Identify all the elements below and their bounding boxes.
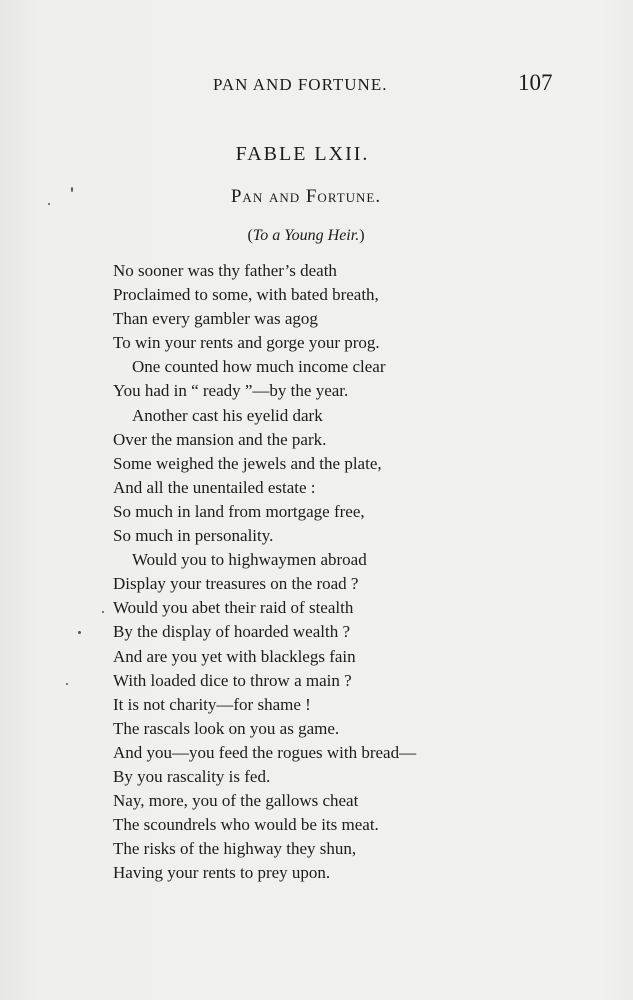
poem-line: Display your treasures on the road ? — [113, 574, 359, 594]
poem-line: So much in personality. — [113, 526, 274, 546]
fable-title: Pan and Fortune. — [230, 186, 382, 207]
poem-line: One counted how much income clear — [132, 357, 386, 377]
dedication-close-paren: ) — [359, 227, 365, 244]
poem-line: Another cast his eyelid dark — [132, 405, 323, 425]
poem-line: Some weighed the jewels and the plate, — [113, 453, 382, 473]
poem-line: By the display of hoarded wealth ? — [113, 622, 350, 642]
poem-line: And you—you feed the rogues with bread— — [113, 742, 417, 762]
dedication-text: To a Young Heir. — [252, 227, 360, 244]
poem-line: With loaded dice to throw a main ? — [113, 670, 352, 690]
poem-line: Than every gambler was agog — [113, 309, 318, 329]
poem-line: By you rascality is fed. — [113, 766, 271, 786]
page-number: 107 — [518, 70, 553, 95]
poem-line: Would you to highwaymen abroad — [132, 550, 367, 570]
scan-speck — [102, 611, 104, 613]
poem-line: Having your rents to prey upon. — [113, 863, 331, 883]
poem-line: The risks of the highway they shun, — [113, 839, 357, 859]
scan-speck — [48, 203, 50, 205]
poem-line: So much in land from mortgage free, — [113, 501, 365, 521]
poem-line: And all the unentailed estate : — [113, 477, 316, 497]
poem-line: No sooner was thy father’s death — [113, 261, 337, 280]
poem-line: Nay, more, you of the gallows cheat — [113, 791, 359, 811]
poem-line: Would you abet their raid of stealth — [113, 598, 354, 618]
poem-line: To win your rents and gorge your prog. — [113, 333, 380, 353]
poem-line: It is not charity—for shame ! — [113, 694, 311, 714]
poem-line: Over the mansion and the park. — [113, 429, 327, 449]
scan-speck — [78, 631, 81, 634]
dedication-open-paren: ( — [247, 227, 253, 244]
running-head: PAN AND FORTUNE. — [213, 75, 388, 94]
fable-number-title: FABLE LXII. — [235, 143, 370, 165]
poem-line: The rascals look on you as game. — [113, 718, 340, 738]
poem-line: The scoundrels who would be its meat. — [113, 815, 379, 835]
poem-line: And are you yet with blacklegs fain — [113, 646, 356, 666]
dedication — [0, 227, 612, 245]
poem-line: Proclaimed to some, with bated breath, — [113, 285, 379, 305]
scan-speck — [71, 187, 73, 192]
poem-line: You had in “ ready ”—by the year. — [113, 381, 349, 401]
poem — [113, 259, 513, 885]
scan-speck — [66, 683, 68, 685]
